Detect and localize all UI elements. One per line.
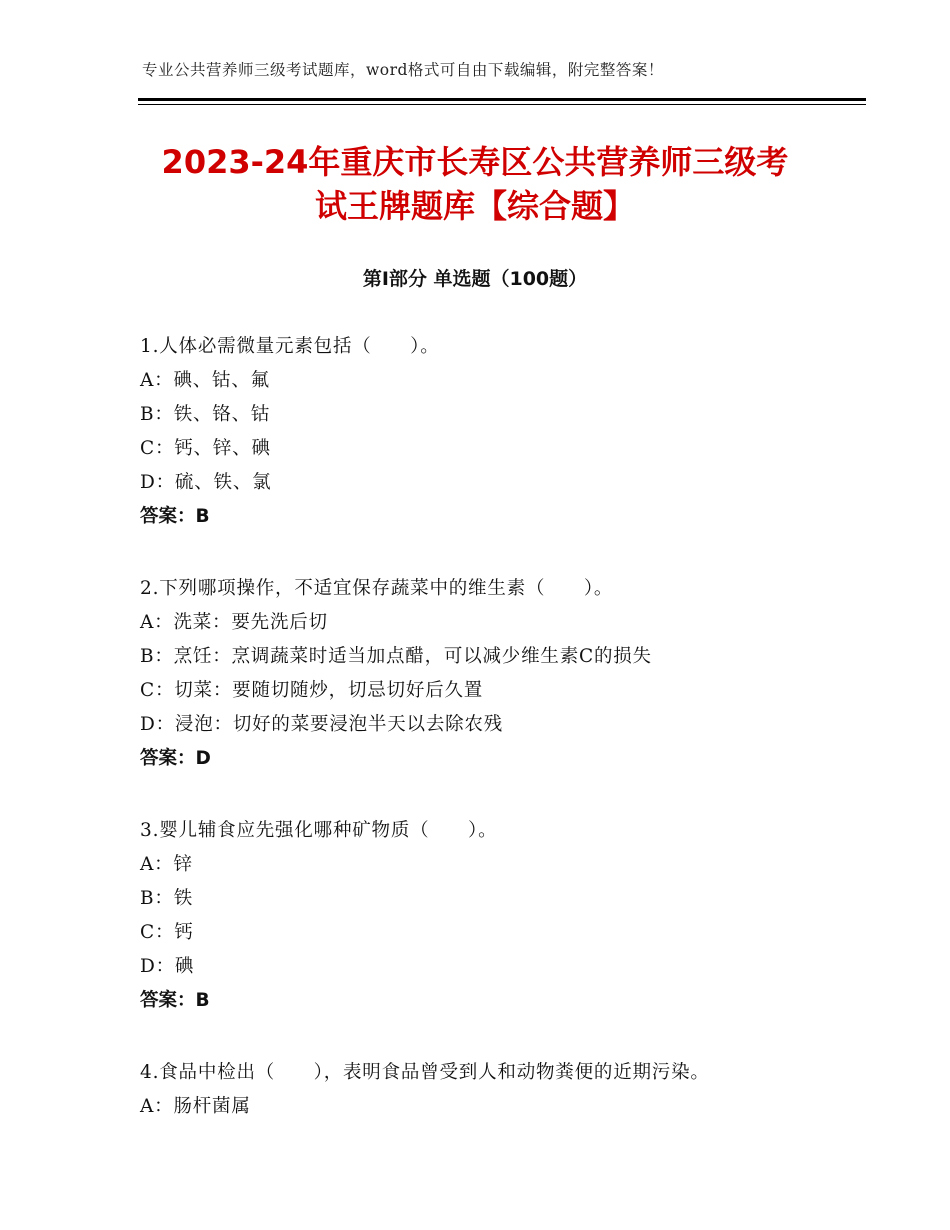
question-1 xyxy=(140,330,870,534)
title-line-2: 试王牌题库【综合题】 xyxy=(314,187,635,225)
option-d: D：硫、铁、氯 xyxy=(140,472,272,493)
header-note: 专业公共营养师三级考试题库，word格式可自由下载编辑，附完整答案！ xyxy=(142,61,664,79)
option-c: C：切菜：要随切随炒，切忌切好后久置 xyxy=(140,680,484,701)
question-list xyxy=(140,330,870,1162)
title-line-1: 2023-24年重庆市长寿区公共营养师三级考 xyxy=(161,143,789,181)
question-4 xyxy=(140,1056,870,1124)
option-d: D：浸泡：切好的菜要浸泡半天以去除农残 xyxy=(140,714,504,735)
question-2 xyxy=(140,572,870,776)
header-rule-thick xyxy=(138,98,866,101)
option-c: C：钙 xyxy=(140,922,194,943)
answer-label: 答案：D xyxy=(140,748,211,769)
option-c: C：钙、锌、碘 xyxy=(140,438,271,459)
question-3 xyxy=(140,814,870,1018)
question-stem: 1.人体必需微量元素包括（ ）。 xyxy=(140,336,440,357)
section-heading: 第Ⅰ部分 单选题（100题） xyxy=(362,268,588,290)
option-b: B：烹饪：烹调蔬菜时适当加点醋，可以减少维生素C的损失 xyxy=(140,646,652,667)
option-a: A：锌 xyxy=(140,854,193,875)
option-b: B：铁 xyxy=(140,888,193,909)
page-title xyxy=(120,140,830,228)
question-stem: 3.婴儿辅食应先强化哪种矿物质（ ）。 xyxy=(140,820,498,841)
option-a: A：碘、钴、氟 xyxy=(140,370,270,391)
question-stem: 2.下列哪项操作，不适宜保存蔬菜中的维生素（ ）。 xyxy=(140,578,614,599)
answer-label: 答案：B xyxy=(140,506,210,527)
option-a: A：肠杆菌属 xyxy=(140,1096,251,1117)
option-b: B：铁、铬、钴 xyxy=(140,404,271,425)
answer-label: 答案：B xyxy=(140,990,210,1011)
option-d: D：碘 xyxy=(140,956,195,977)
question-stem: 4.食品中检出（ ），表明食品曾受到人和动物粪便的近期污染。 xyxy=(140,1062,710,1083)
option-a: A：洗菜：要先洗后切 xyxy=(140,612,328,633)
header-rule-thin xyxy=(138,104,866,105)
